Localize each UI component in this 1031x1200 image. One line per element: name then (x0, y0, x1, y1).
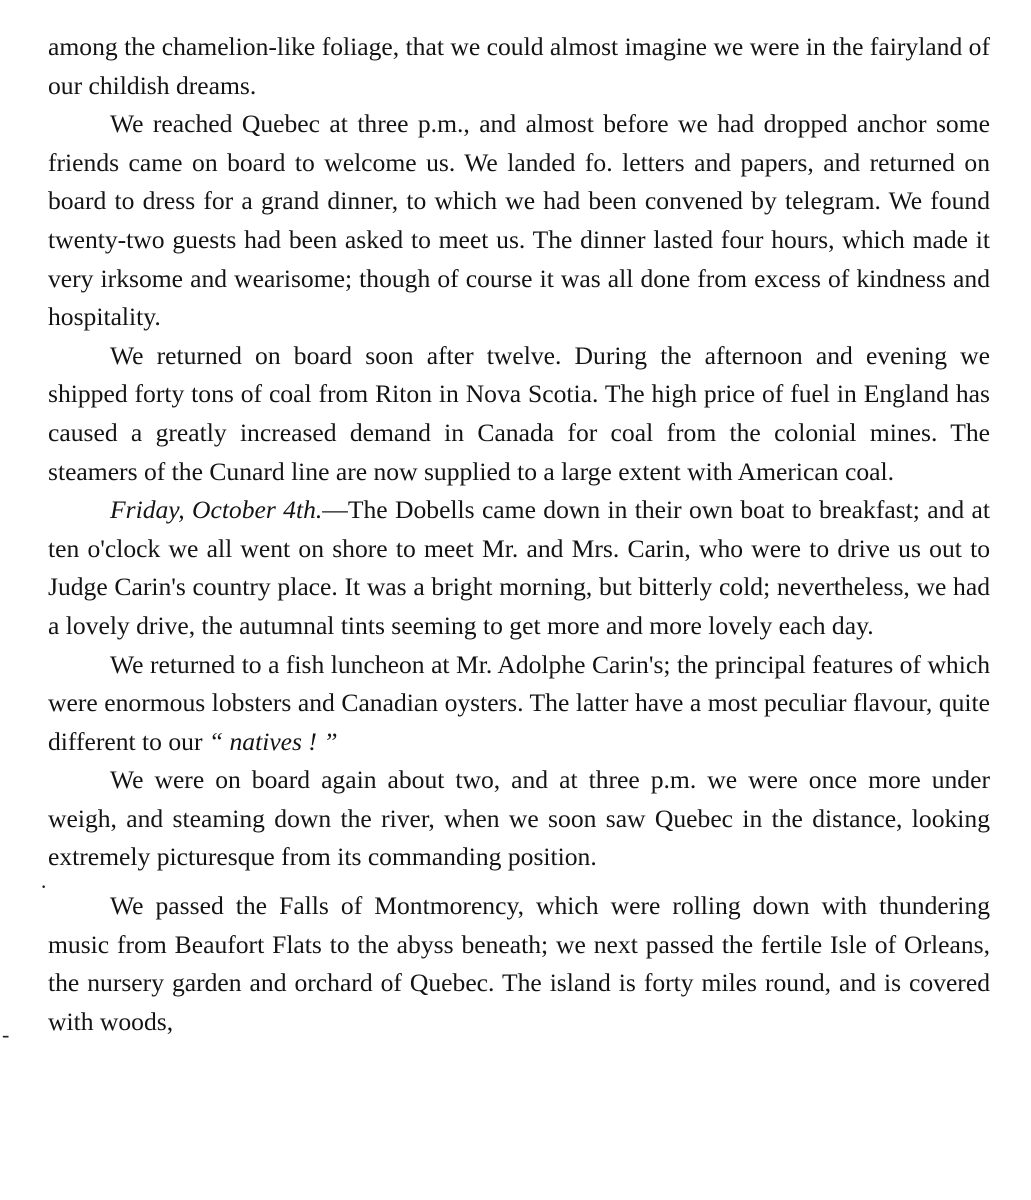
paragraph-friday-body: —The Dobells came down in their own boat to breakfast; and at ten o'clock we all went on shore to meet Mr. and Mrs. Carin, who were to drive us out to Judge Carin's country place. It was a bright morning, but bitterly cold; nevertheless, we had a lovely drive, the autumnal tints seeming to get more and more lovely each day. (48, 495, 990, 640)
paragraph-fairyland: among the chamelion-like foliage, that we could almost imagine we were in the fairyland of our childish dreams. (48, 32, 990, 100)
paragraph-luncheon (48, 646, 990, 762)
paragraph-river: We were on board again about two, and at three p.m. we were once more under weigh, and steaming down the river, when we soon saw Quebec in the distance, looking extremely picturesque from its commanding position. (48, 765, 990, 872)
paragraph-friday (48, 491, 990, 645)
margin-dash-mark: - (2, 1022, 10, 1047)
margin-dot-mark: · (40, 874, 48, 899)
diary-date: Friday, October 4th. (110, 495, 323, 525)
paragraph-luncheon-body: We returned to a fish luncheon at Mr. Adolphe Carin's; the principal features of which were enormous lobsters and Canadian oysters. The latter have a most peculiar flavour, quite different to our (48, 649, 990, 756)
paragraph-montmorency: We passed the Falls of Montmorency, which were rolling down with thundering music from Beaufort Flats to the abyss beneath; we next passed the fertile Isle of Orleans, the nursery garden and orchard of Quebec. The island is forty miles round, and is covered with woods, (48, 891, 990, 1036)
natives-quote: “ natives ! ” (208, 726, 338, 756)
paragraph-quebec-arrival: We reached Quebec at three p.m., and almost before we had dropped anchor some friends came on board to welcome us. We landed fo. letters and papers, and returned on board to dress for a grand dinner, to which we had been convened by telegram. We found twenty-two guests had been asked to meet us. The dinner lasted four hours, which made it very irksome and wearisome; though of course it was all done from excess of kindness and hospitality. (48, 109, 990, 332)
paragraph-coal: We returned on board soon after twelve. During the afternoon and evening we shipped forty tons of coal from Riton in Nova Scotia. The high price of fuel in England has caused a greatly increased demand in Canada for coal from the colonial mines. The steamers of the Cunard line are now supplied to a large extent with American coal. (48, 340, 990, 486)
book-page-text (48, 28, 990, 1041)
